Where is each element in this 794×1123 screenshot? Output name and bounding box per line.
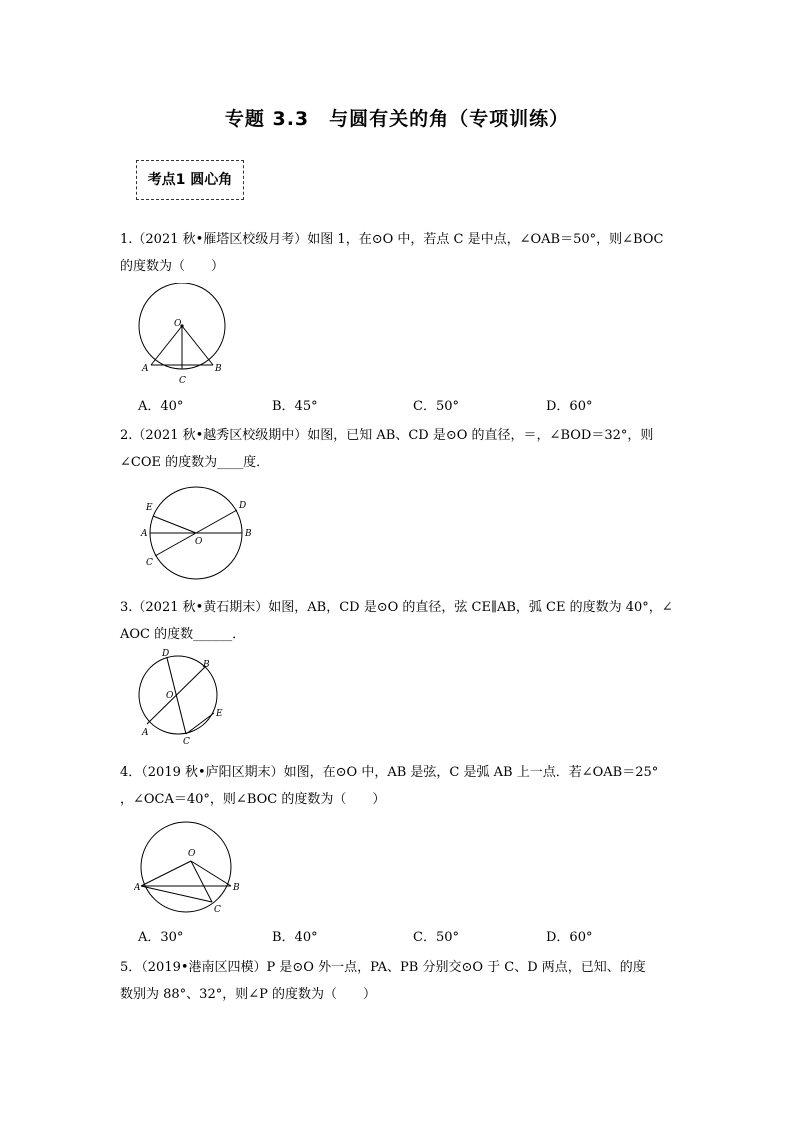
label-o: O xyxy=(174,319,182,329)
label-o: O xyxy=(188,849,196,859)
label-c: C xyxy=(146,558,153,568)
segment-oa xyxy=(151,326,182,365)
question-1-text xyxy=(120,226,680,280)
label-b: B xyxy=(203,660,210,670)
label-o: O xyxy=(195,537,203,547)
option-b[interactable]: B．45° xyxy=(272,399,318,414)
question-2-text xyxy=(120,422,680,476)
question-1-line-1: 1.（2021 秋•雁塔区校级月考）如图 1，在⊙O 中，若点 C 是中点，∠OAB＝50°，则∠BOC xyxy=(120,232,664,247)
option-d[interactable]: D．60° xyxy=(546,930,593,945)
question-1-line-2: 的度数为（ ） xyxy=(120,259,225,274)
question-3-line-1: 3.（2021 秋•黄石期末）如图，AB，CD 是⊙O 的直径，弦 CE∥AB，弧 CE 的度数为 40°，∠ xyxy=(120,600,673,615)
question-2-line-2: ∠COE 的度数为____度． xyxy=(120,455,270,470)
question-4-line-2: ，∠OCA＝40°，则∠BOC 的度数为（ ） xyxy=(120,792,386,807)
label-c: C xyxy=(183,737,190,747)
question-2-line-1: 2.（2021 秋•越秀区校级期中）如图，已知 AB、CD 是⊙O 的直径，＝，∠BOD＝32°，则 xyxy=(120,428,654,443)
topic-label-box: 考点1 圆心角 xyxy=(136,160,244,200)
circle xyxy=(141,822,231,912)
option-c[interactable]: C．50° xyxy=(413,930,459,945)
label-a: A xyxy=(142,728,149,738)
label-d: D xyxy=(162,649,170,659)
label-o: O xyxy=(166,691,174,701)
option-d[interactable]: D．60° xyxy=(546,399,593,414)
question-1-figure xyxy=(132,283,232,388)
label-a: A xyxy=(141,529,148,539)
label-b: B xyxy=(245,529,252,539)
question-3-line-2: AOC 的度数______． xyxy=(120,627,246,642)
question-4-text xyxy=(120,759,680,813)
label-c: C xyxy=(179,376,186,386)
option-a[interactable]: A．30° xyxy=(138,930,184,945)
label-d: D xyxy=(239,501,247,511)
label-b: B xyxy=(233,883,240,893)
segment-oa xyxy=(141,861,191,886)
label-b: B xyxy=(215,364,222,374)
question-4-line-1: 4．（2019 秋•庐阳区期末）如图，在⊙O 中，AB 是弦，C 是弧 AB 上一点．若∠OAB＝25° xyxy=(120,765,659,780)
question-3-text xyxy=(120,594,680,648)
question-4-figure xyxy=(134,820,246,916)
question-5-line-1: 5．（2019•港南区四模）P 是⊙O 外一点，PA、PB 分别交⊙O 于 C、D 两点，已知、的度 xyxy=(120,960,646,975)
segment-oe xyxy=(153,516,196,533)
label-e: E xyxy=(216,709,223,719)
question-5-text xyxy=(120,954,680,1008)
segment-ac xyxy=(141,886,212,902)
label-e: E xyxy=(146,503,153,513)
question-3-figure xyxy=(134,646,234,748)
option-b[interactable]: B．40° xyxy=(272,930,318,945)
page-title: 专题 3.3 与圆有关的角（专项训练） xyxy=(224,108,570,130)
chord-ce xyxy=(186,713,214,734)
segment-ob xyxy=(182,326,213,365)
label-a: A xyxy=(142,364,149,374)
label-a: A xyxy=(134,883,141,893)
question-5-line-2: 数别为 88°、32°，则∠P 的度数为（ ） xyxy=(120,987,376,1002)
label-c: C xyxy=(214,905,221,915)
question-2-figure xyxy=(138,486,258,582)
option-c[interactable]: C．50° xyxy=(413,399,459,414)
option-a[interactable]: A．40° xyxy=(138,399,184,414)
